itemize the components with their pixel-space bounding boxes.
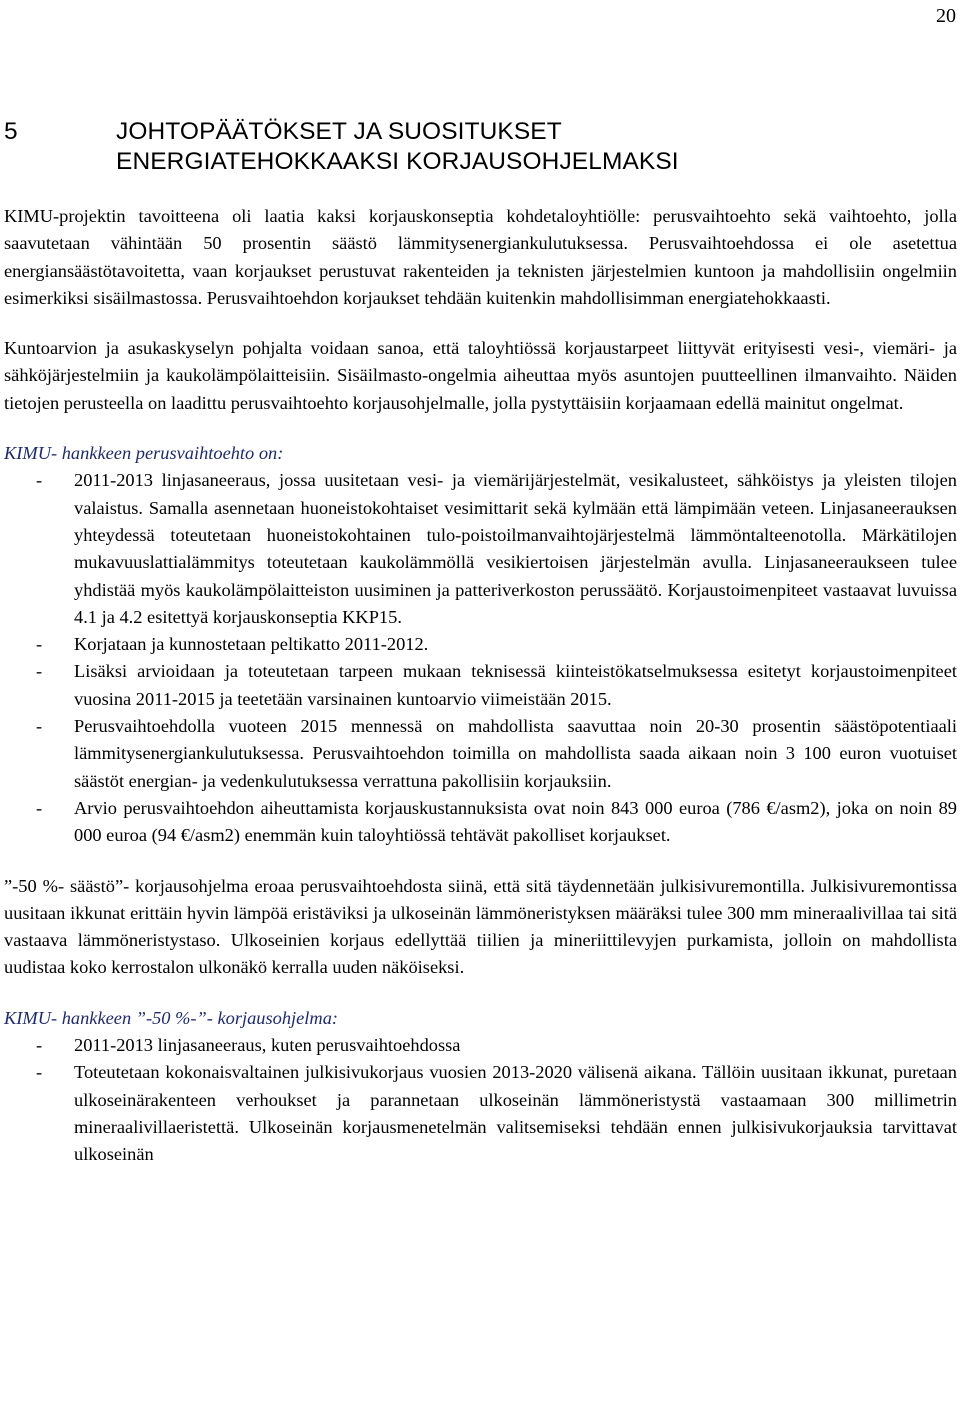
list-item: - Arvio perusvaihtoehdon aiheuttamista korjauskustannuksista ovat noin 843 000 euroa (786 €/asm2), joka on noin 89 000 euroa (94 €/asm2) enemmän kuin taloyhtiössä tehtävät pakolliset korjaukset. xyxy=(36,797,957,846)
list-item: - Toteutetaan kokonaisvaltainen julkisivukorjaus vuosien 2013-2020 välisenä aikana. Tällöin uusitaan ikkunat, puretaan ulkoseinärakenteen verhoukset ja parannetaan ulkoseinän lämmöneristystä vastaamaan 300 millimetrin mineraalivillaeristettä. Ulkoseinän korjausmenetelmän valitsemiseksi tehdään ennen julkisivukorjauksia tarvittavat ulkoseinän xyxy=(36,1062,957,1165)
section-title-perusvaihtoehto: KIMU- hankkeen perusvaihtoehto on: xyxy=(4,443,284,464)
list-item: - 2011-2013 linjasaneeraus, jossa uusitetaan vesi- ja viemärijärjestelmät, vesikalusteet, sähköistys ja yleisten tilojen valaistus. Samalla asennetaan huoneistokohtaiset vesimittarit sekä kylmään että lämpimään veteen. Linjasaneerauksen yhteydessä toteutetaan huoneistokohtainen tulo-poistoilmanvaihtojärjestelmä lämmöntalteenotolla. Märkätilojen mukavuuslattialämmitys toteutetaan kaukolämmöllä vesikiertoisen järjestelmän avulla. Linjasaneeraukseen tulee yhdistää myös kaukolämpölaitteiston uusiminen ja patteriverkoston perussäätö. Korjaustoimenpiteet vastaavat luvuissa 4.1 ja 4.2 esitettyä korjauskonseptia KKP15. xyxy=(36,470,957,627)
list-50-percent xyxy=(4,1032,957,1168)
page-number: 20 xyxy=(936,5,956,27)
list-perusvaihtoehto xyxy=(4,467,957,849)
document-body xyxy=(4,203,957,1169)
paragraph-intro: KIMU-projektin tavoitteena oli laatia kaksi korjauskonseptia kohdetaloyhtiölle: perusvaihtoehto sekä vaihtoehto, jolla saavutetaan vähintään 50 prosentin säästö lämmitysenergiankulutuksessa. Perusvaihtoehdossa ei ole asetettua energiansäästötavoitetta, vaan korjaukset perustuvat rakenteiden ja teknisten järjestelmien kuntoon ja mahdollisiin ongelmiin esimerkiksi sisäilmastossa. Perusvaihtoehdon korjaukset tehdään kuitenkin mahdollisimman energiatehokkaasti. xyxy=(4,206,957,308)
list-item: - Perusvaihtoehdolla vuoteen 2015 mennessä on mahdollista saavuttaa noin 20-30 prosentin säästöpotentiaali lämmitysenergiankulutuksessa. Perusvaihtoehdon toimilla on mahdollista saada aikaan noin 3 100 euron vuotuiset säästöt energian- ja vedenkulutuksessa verrattuna pakollisiin korjauksiin. xyxy=(36,716,957,791)
list-item: - Korjataan ja kunnostetaan peltikatto 2011-2012. xyxy=(36,634,429,655)
section-title-50-percent: KIMU- hankkeen ”-50 %-”- korjausohjelma: xyxy=(4,1007,339,1028)
paragraph-50-percent: ”-50 %- säästö”- korjausohjelma eroaa perusvaihtoehdosta siinä, että sitä täydennetään julkisivuremontilla. Julkisivuremontissa uusitaan ikkunat erittäin hyvin lämpöä eristäviksi ja ulkoseinän lämmöneristyksen määräksi tulee 300 mm mineraalivillaa tai sitä vastaava lämmöneristystaso. Ulkoseinien korjaus edellyttää tiilien ja mineriittilevyjen purkamista, jolloin on mahdollista uudistaa koko kerrostalon ulkonäkö kerralla uuden näköiseksi. xyxy=(4,875,957,978)
chapter-number: 5 xyxy=(4,118,18,145)
list-item: - Lisäksi arvioidaan ja toteutetaan tarpeen mukaan teknisessä kiinteistökatselmuksessa esitetyt korjaustoimenpiteet vuosina 2011-2015 ja teetetään varsinainen kuntoarvio viimeistään 2015. xyxy=(36,661,957,709)
list-item: - 2011-2013 linjasaneeraus, kuten perusvaihtoehdossa xyxy=(36,1035,461,1056)
paragraph-findings: Kuntoarvion ja asukaskyselyn pohjalta voidaan sanoa, että taloyhtiössä korjaustarpeet liittyvät erityisesti vesi-, viemäri- ja sähköjärjestelmiin ja kaukolämpölaitteisiin. Sisäilmasto-ongelmia aiheuttaa myös asuntojen puutteellinen ilmanvaihto. Näiden tietojen perusteella on laadittu perusvaihtoehto korjausohjelmalle, jolla pystyttäisiin korjaamaan edellä mainitut ongelmat. xyxy=(4,338,957,413)
chapter-heading xyxy=(4,117,944,177)
chapter-title-line-2: ENERGIATEHOKKAAKSI KORJAUSOHJELMAKSI xyxy=(116,148,679,175)
chapter-title-line-1: JOHTOPÄÄTÖKSET JA SUOSITUKSET xyxy=(116,118,562,145)
